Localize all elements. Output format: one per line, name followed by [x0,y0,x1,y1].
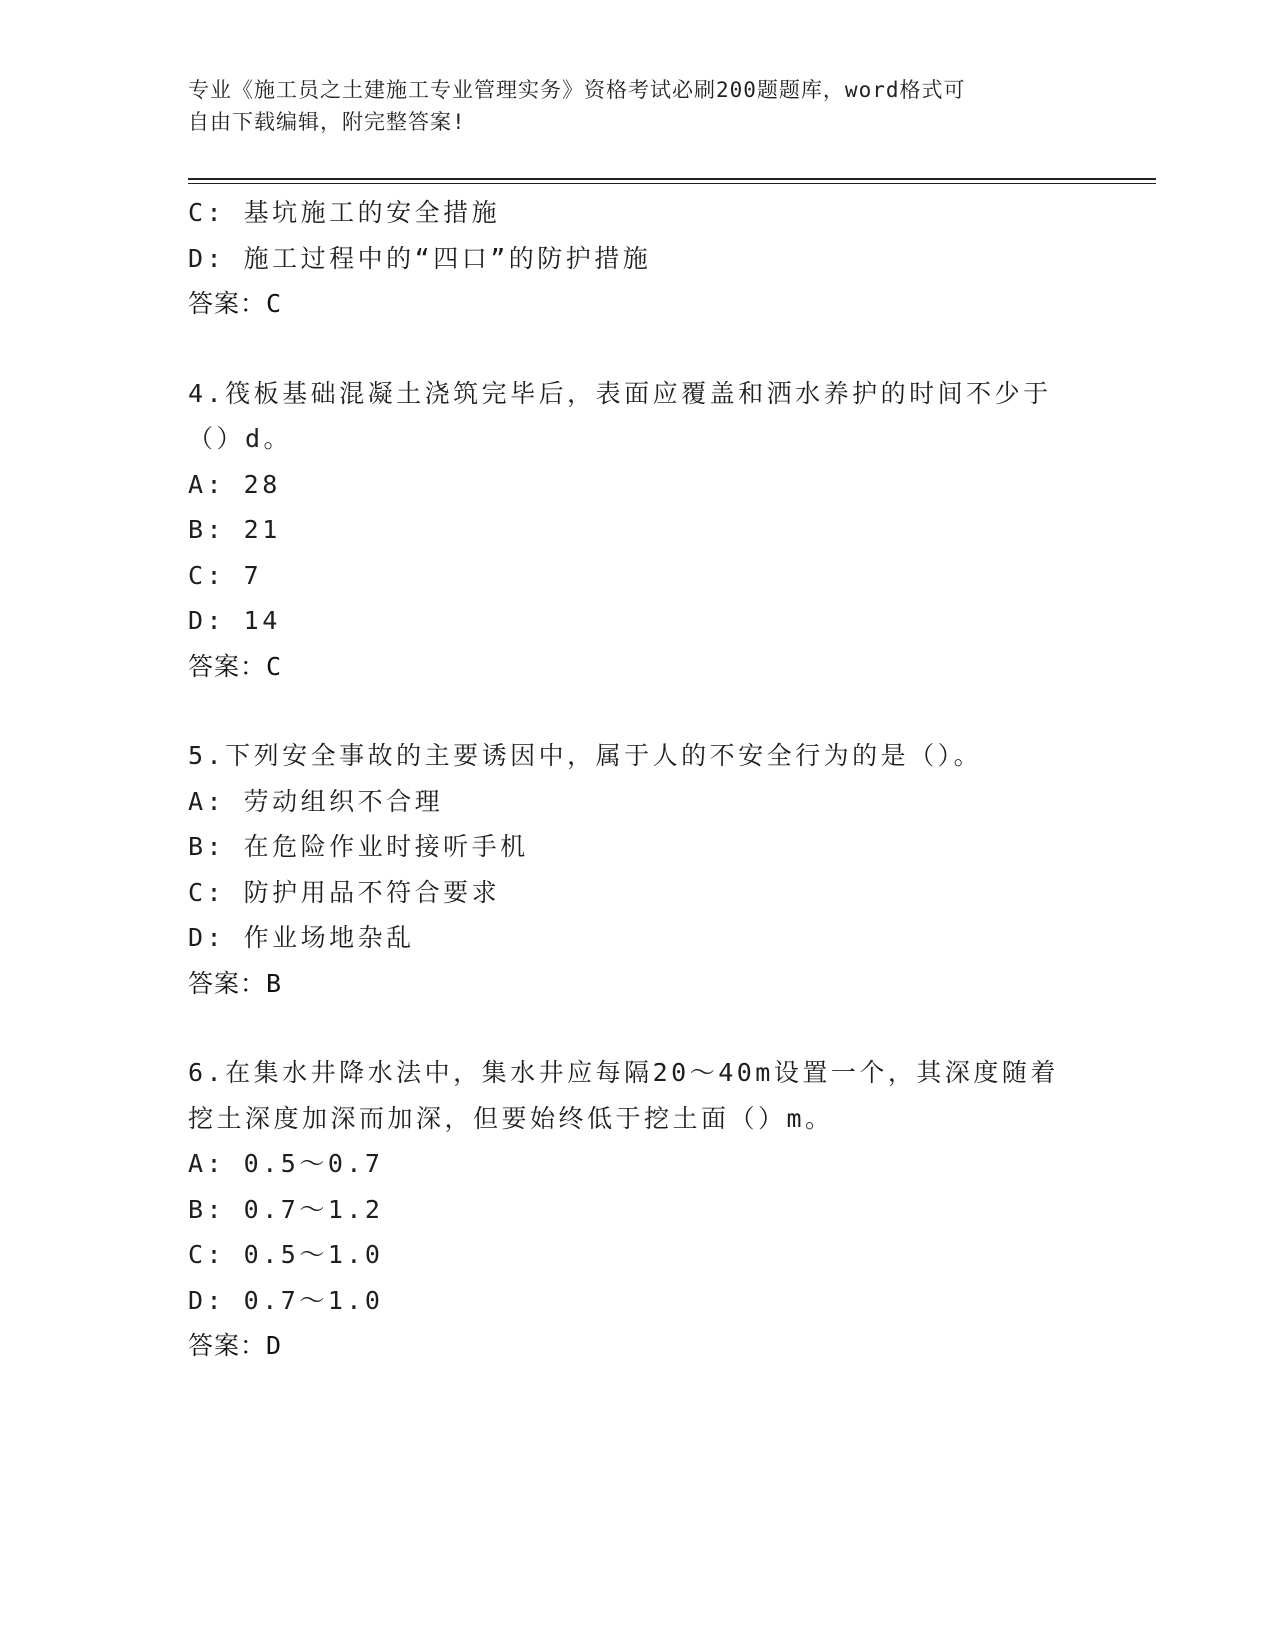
answer-line [188,1323,1088,1369]
option-label: A: [188,469,226,499]
option-c [188,190,1088,236]
option-d [188,598,1088,644]
option-text: 0.5～1.0 [243,1240,384,1269]
answer-value: C [266,651,283,681]
spacer [188,327,1088,371]
option-a [188,1141,1088,1187]
option-text: 在危险作业时接听手机 [243,832,529,861]
question-5 [188,733,1088,1006]
option-label: D: [188,243,226,273]
option-text: 0.7～1.2 [243,1194,384,1224]
option-label: B: [188,1194,226,1224]
answer-line [188,644,1088,690]
answer-label: 答案： [188,651,267,681]
question-stem-line: 5.下列安全事故的主要诱因中，属于人的不安全行为的是（）。 [188,741,983,770]
option-b [188,1187,1088,1233]
option-label: C: [188,560,226,590]
option-text: 劳动组织不合理 [243,786,444,816]
document-header [188,74,1078,138]
option-label: D: [188,923,226,952]
option-text: 防护用品不符合要求 [243,877,501,907]
option-label: D: [188,606,226,635]
option-label: C: [188,1240,226,1269]
answer-label: 答案： [188,289,267,318]
option-label: A: [188,1149,226,1178]
answer-label: 答案： [188,1331,267,1360]
answer-line [188,281,1088,327]
header-line-1: 专业《施工员之土建施工专业管理实务》资格考试必刷200题题库，word格式可 [188,78,966,102]
question-stem-line: 4.筏板基础混凝土浇筑完毕后，表面应覆盖和洒水养护的时间不少于 [188,378,1052,408]
option-label: C: [188,877,226,907]
option-b [188,824,1088,870]
question-4 [188,371,1088,690]
option-d [188,236,1088,282]
header-line-2: 自由下载编辑，附完整答案! [188,110,466,134]
answer-label: 答案： [188,968,267,998]
option-text: 28 [243,469,281,499]
spacer [188,1006,1088,1050]
spacer [188,689,1088,733]
option-d [188,915,1088,961]
option-d [188,1278,1088,1324]
option-label: B: [188,515,226,544]
option-label: C: [188,198,226,227]
answer-value: B [266,968,283,998]
option-text: 7 [243,560,263,590]
option-text: 作业场地杂乱 [243,923,415,952]
option-text: 基坑施工的安全措施 [243,198,501,227]
option-label: D: [188,1285,226,1315]
answer-line [188,961,1088,1007]
question-stem-line: 6.在集水井降水法中，集水井应每隔20～40m设置一个，其深度随着 [188,1058,1059,1087]
option-label: B: [188,832,226,861]
option-b [188,507,1088,553]
option-text: 14 [243,606,281,635]
option-label: A: [188,786,226,816]
header-divider [188,178,1156,184]
question-stem-line: （）d。 [188,424,293,453]
option-c [188,553,1088,599]
option-c [188,870,1088,916]
option-c [188,1232,1088,1278]
option-a [188,779,1088,825]
question-stem-line: 挖土深度加深而加深，但要始终低于挖土面（）m。 [188,1103,834,1133]
question-list [188,190,1088,1369]
question-6 [188,1050,1088,1369]
prev-question-block [188,190,1088,327]
option-text: 施工过程中的“四口”的防护措施 [243,243,652,273]
option-text: 0.5～0.7 [243,1149,384,1178]
option-a [188,462,1088,508]
option-text: 21 [243,515,281,544]
option-text: 0.7～1.0 [243,1285,384,1315]
answer-value: D [266,1331,283,1360]
answer-value: C [266,289,283,318]
